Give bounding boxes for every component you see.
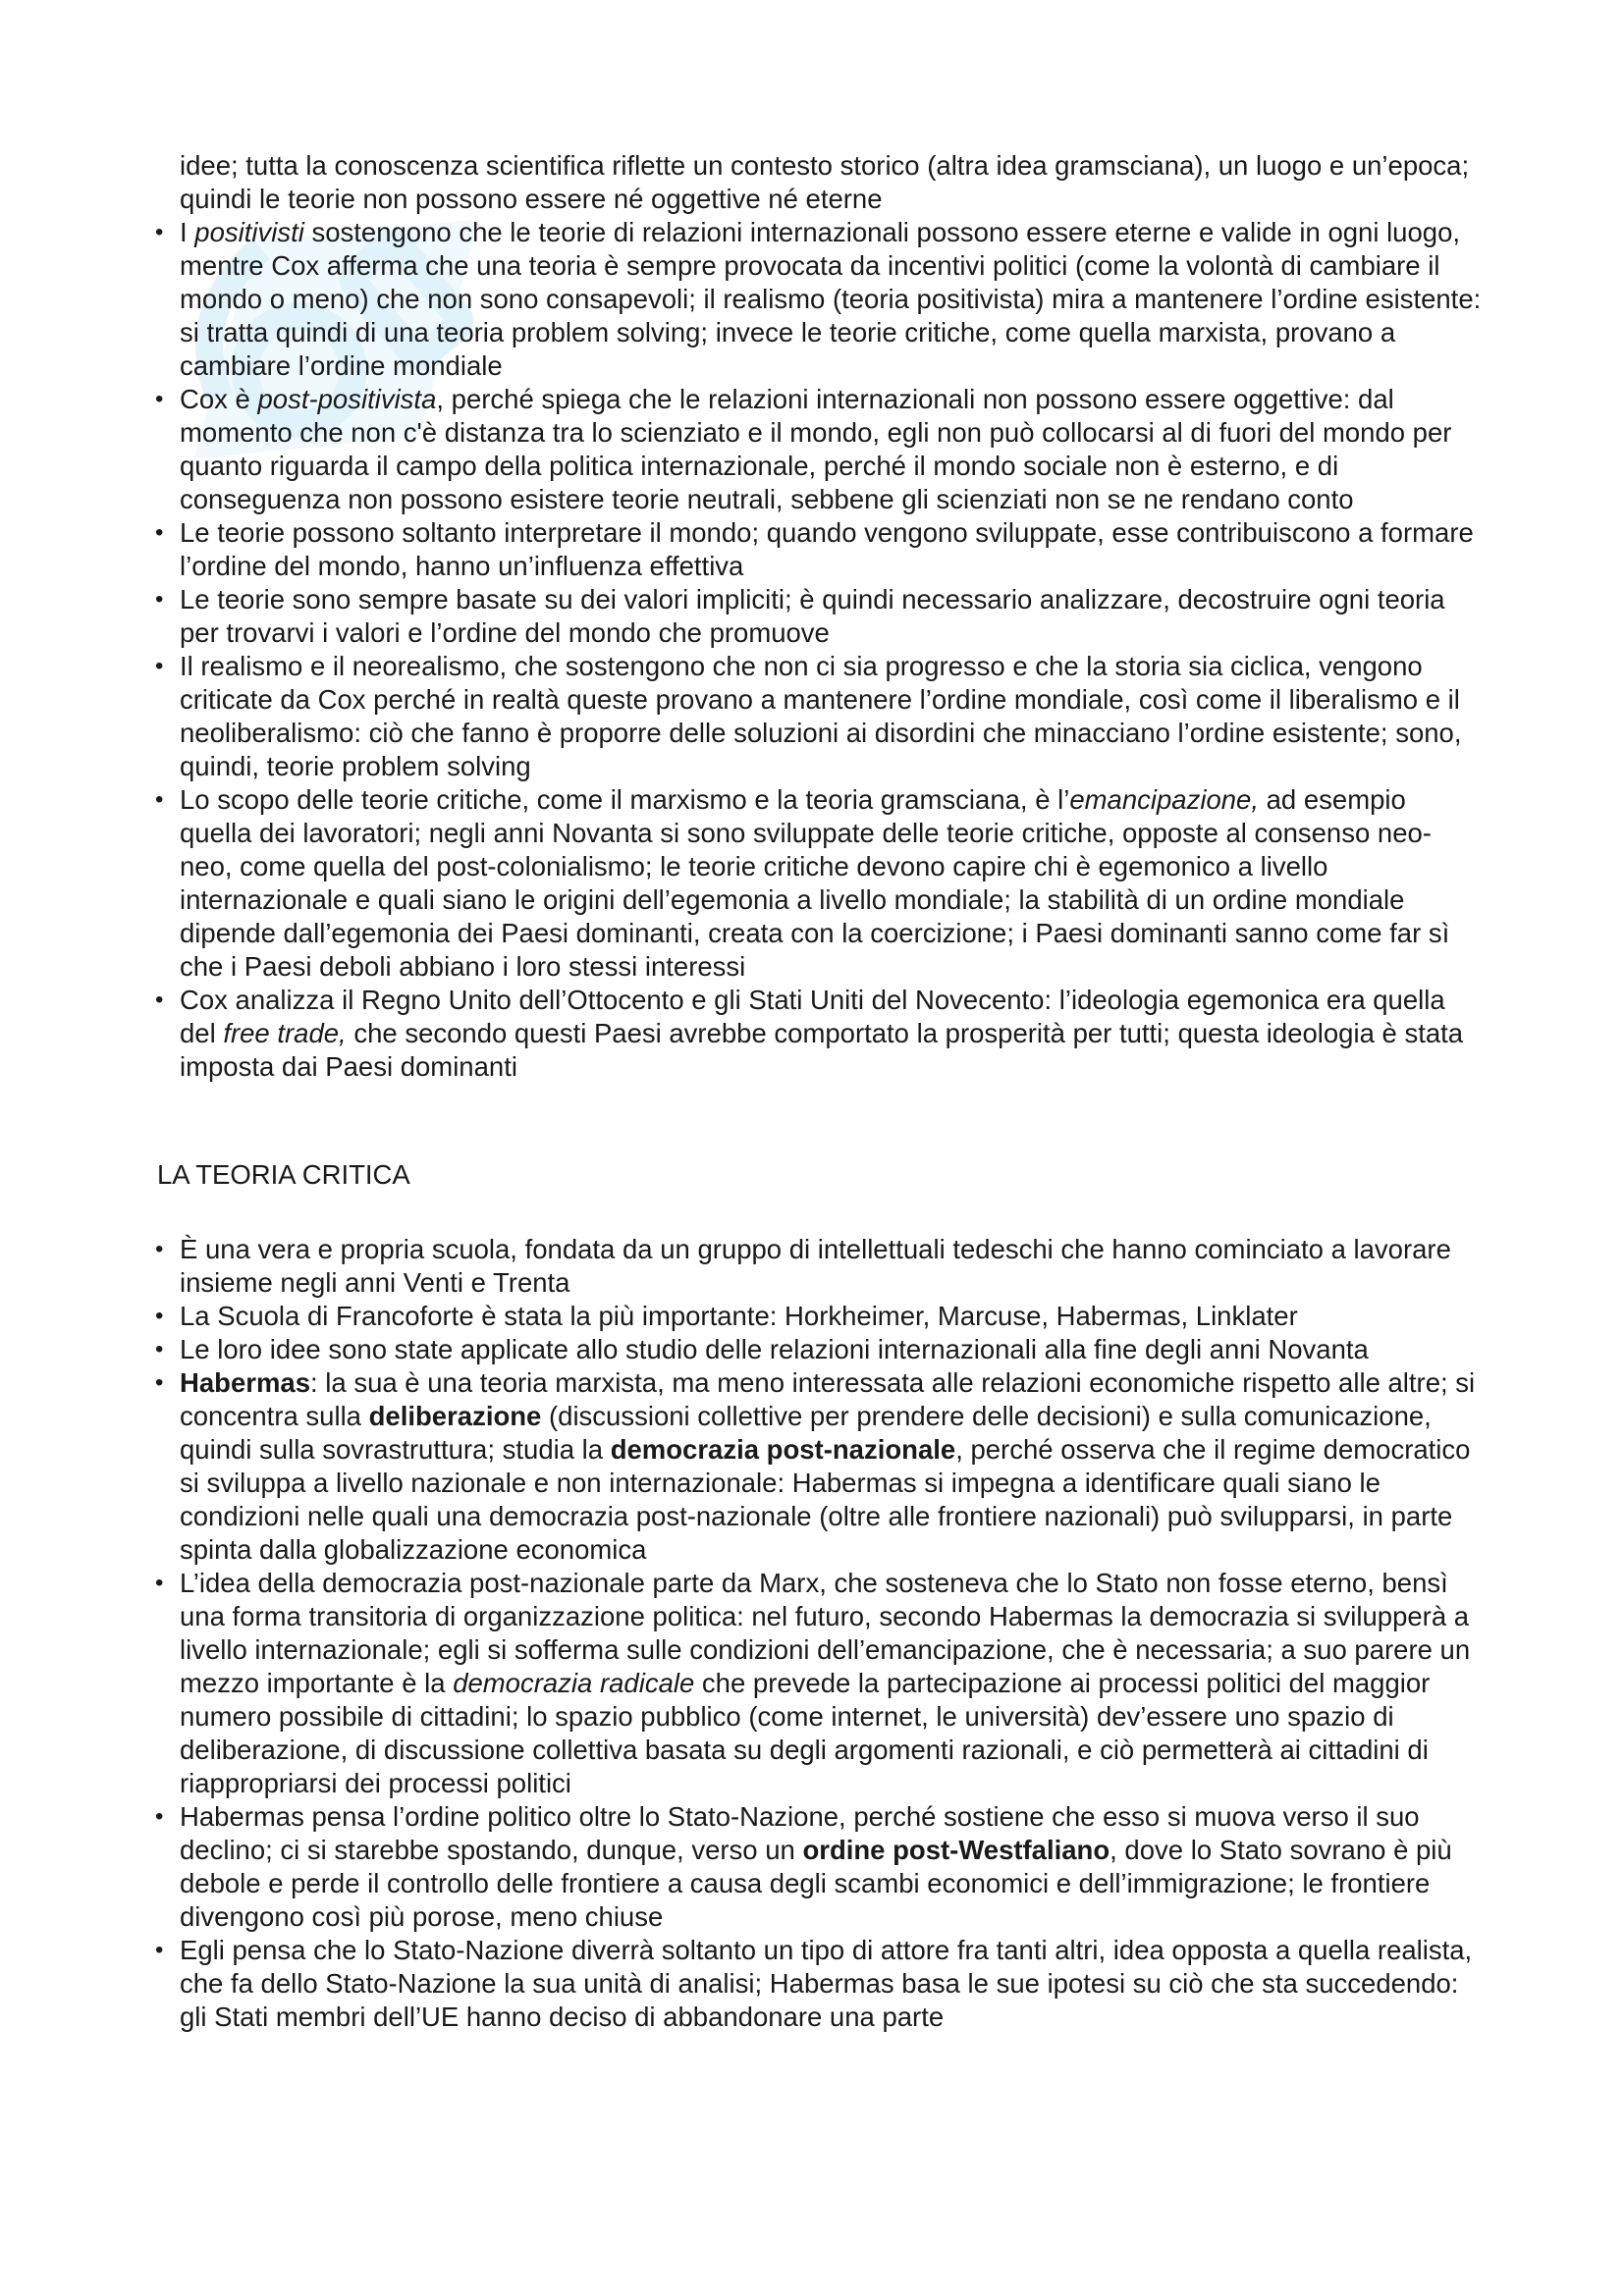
bullet-icon: • xyxy=(155,386,164,412)
bullet-icon: • xyxy=(155,519,164,546)
list-item xyxy=(157,984,1483,1084)
list-item xyxy=(157,783,1483,984)
bullet-icon: • xyxy=(155,1369,164,1396)
text-run: , perché spiega che le relazioni internazionali non possono essere oggettive: dal momento che non c'è distanza tra lo scienziato e il mondo, egli non può collocarsi al di fuori del mondo per quanto riguarda il campo della politica internazionale, perché il mondo sociale non è esterno, e di conseguenza non possono esistere teorie neutrali, sebbene gli scienziati non se ne rendano conto xyxy=(180,384,1452,514)
bullet-icon: • xyxy=(155,1570,164,1596)
text-run: ad esempio quella dei lavoratori; negli anni Novanta si sono sviluppate delle teorie critiche, opposte al consenso neo-neo, come quella del post-colonialismo; le teorie critiche devono capire chi è egemonico a livello internazionale e quali siano le origini dell’egemonia a livello mondiale; la stabilità di un ordine mondiale dipende dall’egemonia dei Paesi dominanti, creata con la coercizione; i Paesi dominanti sanno come far sì che i Paesi deboli abbiano i loro stessi interessi xyxy=(180,784,1450,982)
list-item xyxy=(157,650,1483,783)
text-run: Cox è xyxy=(180,384,258,414)
bullet-list-cox xyxy=(157,216,1483,1084)
text-run: idee; tutta la conoscenza scientifica riflette un contesto storico (altra idea gramsciana), un luogo e un’epoca; quindi le teorie non possono essere né oggettive né eterne xyxy=(180,150,1470,214)
text-run: : la sua è una teoria marxista, ma meno interessata alle relazioni economiche rispetto alle altre; si concentra sulla xyxy=(180,1367,1476,1431)
text-run: La Scuola di Francoforte è stata la più importante: Horkheimer, Marcuse, Habermas, Linklater xyxy=(180,1301,1298,1331)
text-run: Le loro idee sono state applicate allo studio delle relazioni internazionali alla fine degli anni Novanta xyxy=(180,1334,1369,1364)
text-run: È una vera e propria scuola, fondata da un gruppo di intellettuali tedeschi che hanno cominciato a lavorare insieme negli anni Venti e Trenta xyxy=(180,1234,1451,1298)
bullet-icon: • xyxy=(155,1937,164,1963)
bold-term: deliberazione xyxy=(368,1401,542,1431)
continuation-list xyxy=(157,149,1483,216)
text-run: (discussioni collettive per prendere delle decisioni) e sulla comunicazione, quindi sulla sovrastruttura; studia la xyxy=(180,1401,1432,1465)
text-run: Lo scopo delle teorie critiche, come il marxismo e la teoria gramsciana, è l’ xyxy=(180,784,1070,815)
bullet-icon: • xyxy=(155,219,164,245)
list-item xyxy=(157,216,1483,383)
section-heading: LA TEORIA CRITICA xyxy=(157,1159,410,1190)
list-item xyxy=(157,1934,1483,2034)
text-run: , perché osserva che il regime democratico si sviluppa a livello nazionale e non internazionale: Habermas si impegna a identificare quali siano le condizioni nelle quali una democrazia post-nazionale (oltre alle frontiere nazionali) può svilupparsi, in parte spinta dalla globalizzazione economica xyxy=(180,1434,1471,1565)
text-run: che secondo questi Paesi avrebbe comportato la prosperità per tutti; questa ideologia è stata imposta dai Paesi dominanti xyxy=(180,1018,1464,1082)
list-item xyxy=(157,1366,1483,1567)
list-item xyxy=(157,1233,1483,1300)
bullet-list-teoria-critica xyxy=(157,1233,1483,2034)
list-item xyxy=(157,1567,1483,1800)
bullet-icon: • xyxy=(155,1303,164,1329)
italic-term: positivisti xyxy=(194,217,304,247)
list-item xyxy=(157,516,1483,583)
italic-term: post-positivista xyxy=(257,384,437,414)
text-run: Il realismo e il neorealismo, che sostengono che non ci sia progresso e che la storia sia ciclica, vengono criticate da Cox perché in realtà queste provano a mantenere l’ordine mondiale, così come il liberalismo e il neoliberalismo: ciò che fanno è proporre delle soluzioni ai disordini che minacciano l’ordine esistente; sono, quindi, teorie problem solving xyxy=(180,651,1462,781)
list-item-continuation xyxy=(157,149,1483,216)
text-run: Egli pensa che lo Stato-Nazione diverrà soltanto un tipo di attore fra tanti altri, idea opposta a quella realista, che fa dello Stato-Nazione la sua unità di analisi; Habermas basa le sue ipotesi su ciò che sta succedendo: gli Stati membri dell’UE hanno deciso di abbandonare una parte xyxy=(180,1935,1473,2032)
text-run: Le teorie sono sempre basate su dei valori impliciti; è quindi necessario analizzare, decostruire ogni teoria per trovarvi i valori e l’ordine del mondo che promuove xyxy=(180,584,1445,648)
text-run: Cox analizza il Regno Unito dell’Ottocento e gli Stati Uniti del Novecento: l’ideologia egemonica era quella del xyxy=(180,985,1445,1048)
bold-term: democrazia post-nazionale xyxy=(610,1434,956,1465)
bullet-icon: • xyxy=(155,1336,164,1362)
bold-term: ordine post-Westfaliano xyxy=(802,1835,1110,1865)
list-item xyxy=(157,583,1483,650)
text-run: Le teorie possono soltanto interpretare il mondo; quando vengono sviluppate, esse contribuiscono a formare l’ordine del mondo, hanno un’influenza effettiva xyxy=(180,517,1474,581)
bullet-icon: • xyxy=(155,1803,164,1830)
text-run: , dove lo Stato sovrano è più debole e perde il controllo delle frontiere a causa degli scambi economici e dell’immigrazione; le frontiere divengono così più porose, meno chiuse xyxy=(180,1835,1452,1932)
bullet-icon: • xyxy=(155,586,164,613)
bullet-icon: • xyxy=(155,1236,164,1262)
document-body xyxy=(157,149,1483,2034)
italic-term: democrazia radicale xyxy=(453,1668,695,1698)
bullet-icon: • xyxy=(155,786,164,813)
list-item xyxy=(157,1333,1483,1366)
text-run: che prevede la partecipazione ai processi politici del maggior numero possibile di cittadini; lo spazio pubblico (come internet, le università) dev’essere uno spazio di deliberazione, di discussione collettiva basata su degli argomenti razionali, e ciò permetterà ai cittadini di riappropriarsi dei processi politici xyxy=(180,1668,1431,1798)
bullet-icon: • xyxy=(155,987,164,1013)
list-item xyxy=(157,1800,1483,1934)
text-run: L’idea della democrazia post-nazionale parte da Marx, che sosteneva che lo Stato non fosse eterno, bensì una forma transitoria di organizzazione politica: nel futuro, secondo Habermas la democrazia si svilupperà a livello internazionale; egli si sofferma sulle condizioni dell’emancipazione, che è necessaria; a suo parere un mezzo importante è la xyxy=(180,1568,1471,1698)
text-run: sostengono che le teorie di relazioni internazionali possono essere eterne e valide in ogni luogo, mentre Cox afferma che una teoria è sempre provocata da incentivi politici (come la volontà di cambiare il mondo o meno) che non sono consapevoli; il realismo (teoria positivista) mira a mantenere l’ordine esistente: si tratta quindi di una teoria problem solving; invece le teorie critiche, come quella marxista, provano a cambiare l’ordine mondiale xyxy=(180,217,1482,381)
italic-term: free trade, xyxy=(223,1018,347,1048)
text-run: I xyxy=(180,217,195,247)
italic-term: emancipazione, xyxy=(1069,784,1259,815)
text-run: Habermas pensa l’ordine politico oltre lo Stato-Nazione, perché sostiene che esso si muova verso il suo declino; ci si starebbe spostando, dunque, verso un xyxy=(180,1801,1420,1865)
list-item xyxy=(157,383,1483,516)
bullet-icon: • xyxy=(155,653,164,679)
list-item xyxy=(157,1300,1483,1333)
bold-term: Habermas xyxy=(180,1367,310,1398)
